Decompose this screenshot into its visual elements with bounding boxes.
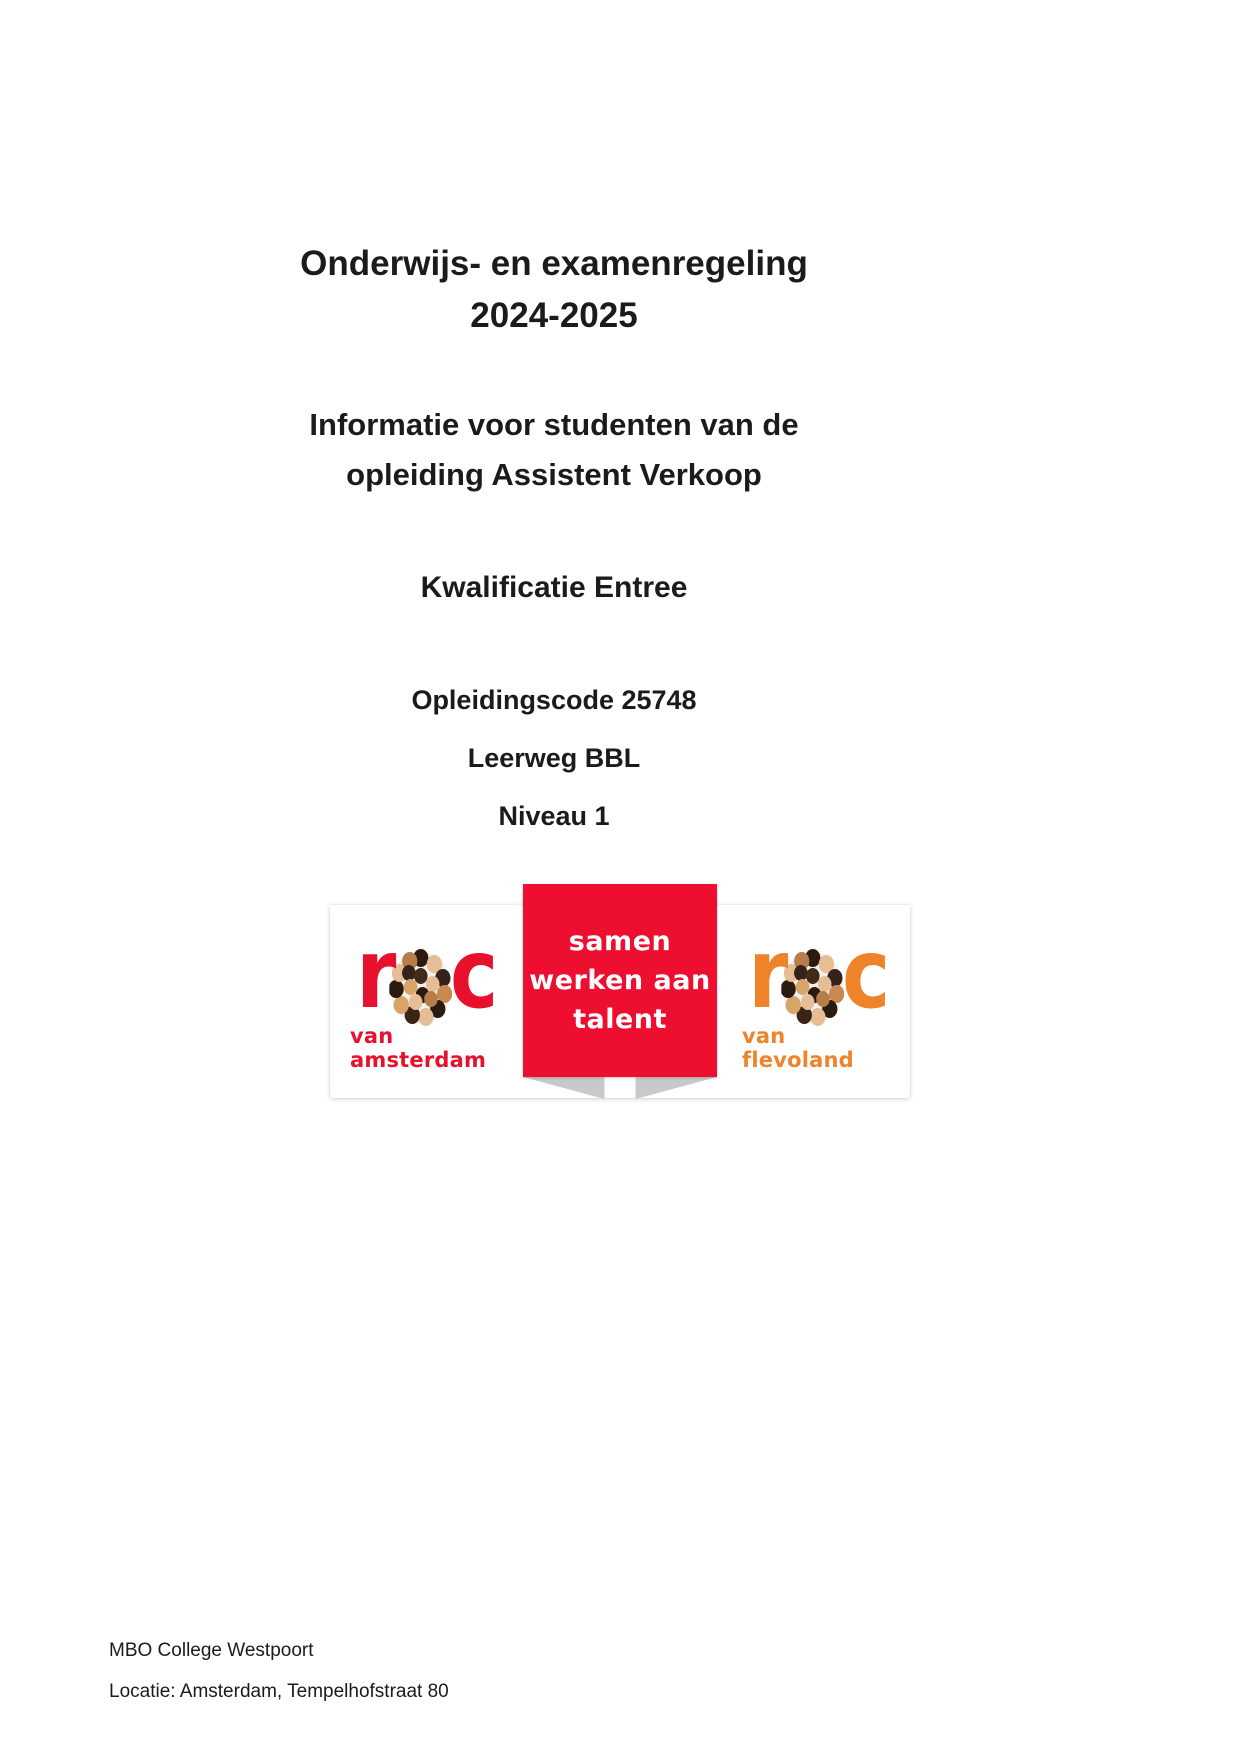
footer-college-name: MBO College Westpoort xyxy=(109,1640,314,1661)
roc-letter-c: c xyxy=(449,918,494,1030)
roc-letter-r: r xyxy=(356,918,393,1030)
footer xyxy=(109,1639,449,1721)
roc-letter-c: c xyxy=(841,918,886,1030)
program-code-line: Opleidingscode 25748 xyxy=(411,685,697,715)
page-subtitle xyxy=(108,400,1000,500)
cover-text-column xyxy=(108,0,1000,858)
qualification-heading: Kwalificatie Entree xyxy=(420,571,688,604)
banner-ribbon-tails xyxy=(523,1077,717,1099)
roc-van-amsterdam-logo xyxy=(350,918,500,1072)
roc-letter-r: r xyxy=(748,918,785,1030)
logo-strip xyxy=(330,884,910,1100)
samen-werken-aan-talent-banner xyxy=(523,884,717,1077)
leerweg-line: Leerweg BBL xyxy=(467,743,641,773)
ribbon-tail-right-icon xyxy=(620,1077,717,1099)
niveau-line: Niveau 1 xyxy=(498,801,610,831)
banner-line-3: talent xyxy=(573,1004,667,1035)
banner-line-2: werken aan xyxy=(529,965,711,996)
footer-location: Locatie: Amsterdam, Tempelhofstraat 80 xyxy=(109,1681,449,1702)
roc-van-flevoland-logo xyxy=(742,918,892,1072)
banner-line-1: samen xyxy=(568,926,672,957)
page-title xyxy=(108,238,1000,342)
roc-amsterdam-caption: van amsterdam xyxy=(350,1024,487,1072)
title-line-2: 2024-2025 xyxy=(470,296,638,335)
people-collage-icon xyxy=(781,948,844,1028)
ribbon-tail-left-icon xyxy=(523,1077,620,1099)
roc-wordmark xyxy=(356,918,494,1030)
roc-flevoland-caption: van flevoland xyxy=(742,1024,854,1072)
title-line-1: Onderwijs- en examenregeling xyxy=(300,244,808,283)
program-details xyxy=(108,684,1000,832)
people-collage-icon xyxy=(389,948,452,1028)
subtitle-line-2: opleiding Assistent Verkoop xyxy=(346,457,762,492)
subtitle-line-1: Informatie voor studenten van de xyxy=(309,407,799,442)
roc-wordmark xyxy=(748,918,886,1030)
